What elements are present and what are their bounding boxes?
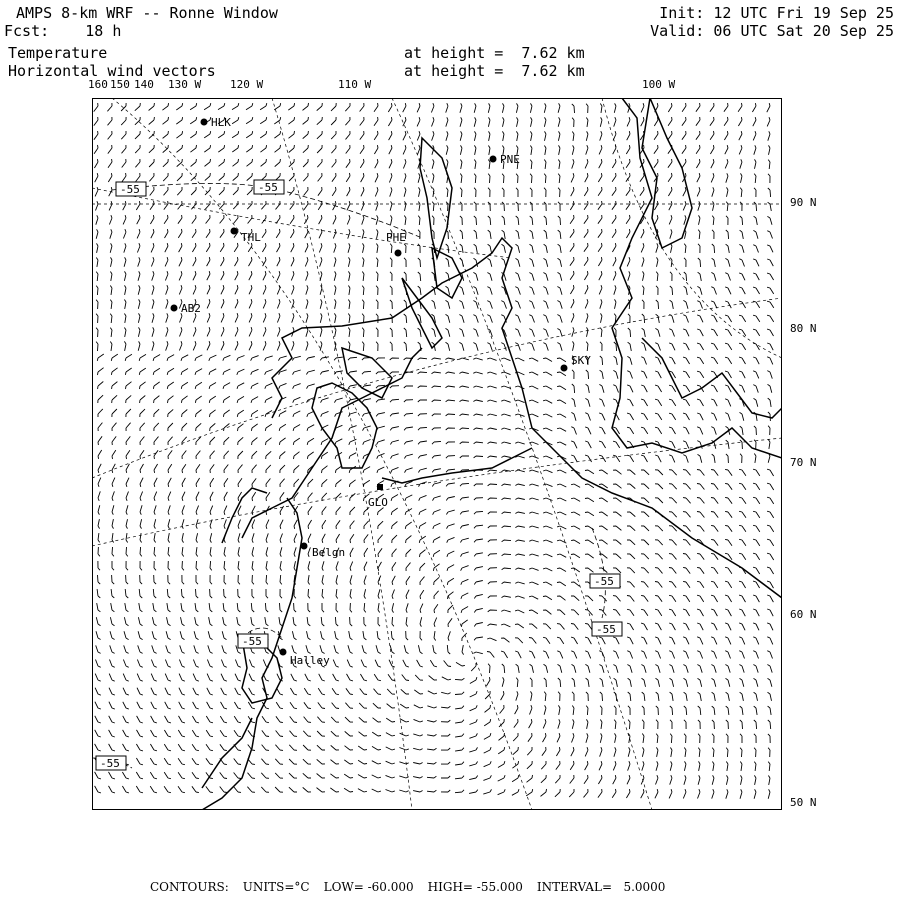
station-marker-halley — [280, 649, 287, 656]
contour-label: -55 — [100, 757, 120, 770]
lon-tick-130: 130 W — [168, 78, 202, 91]
station-marker-phe — [395, 250, 402, 257]
lon-tick-110: 110 W — [338, 78, 372, 91]
contour-label: -55 — [596, 623, 616, 636]
station-marker-thl — [231, 228, 238, 235]
forecast-hour: Fcst: 18 h — [4, 22, 122, 40]
contour-info — [150, 880, 679, 894]
station-marker-belgn — [301, 543, 308, 550]
footer-units: UNITS=°C — [242, 880, 310, 894]
lon-tick-150: 150 — [110, 78, 130, 91]
field-name-temperature: Temperature — [8, 44, 108, 62]
map-panel — [92, 98, 782, 810]
station-label-phe: PHE — [386, 231, 406, 244]
contour-label: -55 — [594, 575, 614, 588]
map-frame — [93, 99, 782, 810]
lat-label-90: 90 N — [790, 196, 817, 209]
footer-interval: INTERVAL= 5.0000 — [536, 880, 666, 894]
height-label-2: at height = 7.62 km — [404, 62, 585, 80]
field-name-wind: Horizontal wind vectors — [8, 62, 216, 80]
station-label-sky: SKY — [571, 354, 591, 367]
station-label-glo: GLO — [368, 496, 388, 509]
station-label-belgn: Belgn — [312, 546, 346, 559]
footer-low: LOW= -60.000 — [323, 880, 414, 894]
lon-tick-120: 120 W — [230, 78, 264, 91]
station-marker-ab2 — [171, 305, 178, 312]
station-label-hlk: HLK — [211, 116, 231, 129]
lon-tick-160: 160 — [88, 78, 108, 91]
station-marker-pne — [490, 156, 497, 163]
lat-label-70: 70 N — [790, 456, 817, 469]
footer-high: HIGH= -55.000 — [427, 880, 523, 894]
lat-label-80: 80 N — [790, 322, 817, 335]
station-marker-glo — [377, 484, 383, 490]
lat-label-60: 60 N — [790, 608, 817, 621]
contour-label: -55 — [258, 181, 278, 194]
valid-time: Valid: 06 UTC Sat 20 Sep 25 — [650, 22, 894, 40]
footer-contours: CONTOURS: — [150, 880, 229, 894]
map-title: AMPS 8-km WRF -- Ronne Window — [16, 4, 278, 22]
station-marker-sky — [561, 365, 568, 372]
contour-label: -55 — [242, 635, 262, 648]
contour-label: -55 — [120, 183, 140, 196]
station-label-halley: Halley — [290, 654, 330, 667]
lon-tick-140: 140 — [134, 78, 154, 91]
station-label-ab2: AB2 — [181, 302, 201, 315]
station-label-pne: PNE — [500, 153, 520, 166]
station-marker-hlk — [201, 119, 208, 126]
lat-label-50: 50 N — [790, 796, 817, 809]
station-label-thl: THL — [241, 231, 261, 244]
init-time: Init: 12 UTC Fri 19 Sep 25 — [659, 4, 894, 22]
height-label-1: at height = 7.62 km — [404, 44, 585, 62]
lon-tick-100: 100 W — [642, 78, 676, 91]
